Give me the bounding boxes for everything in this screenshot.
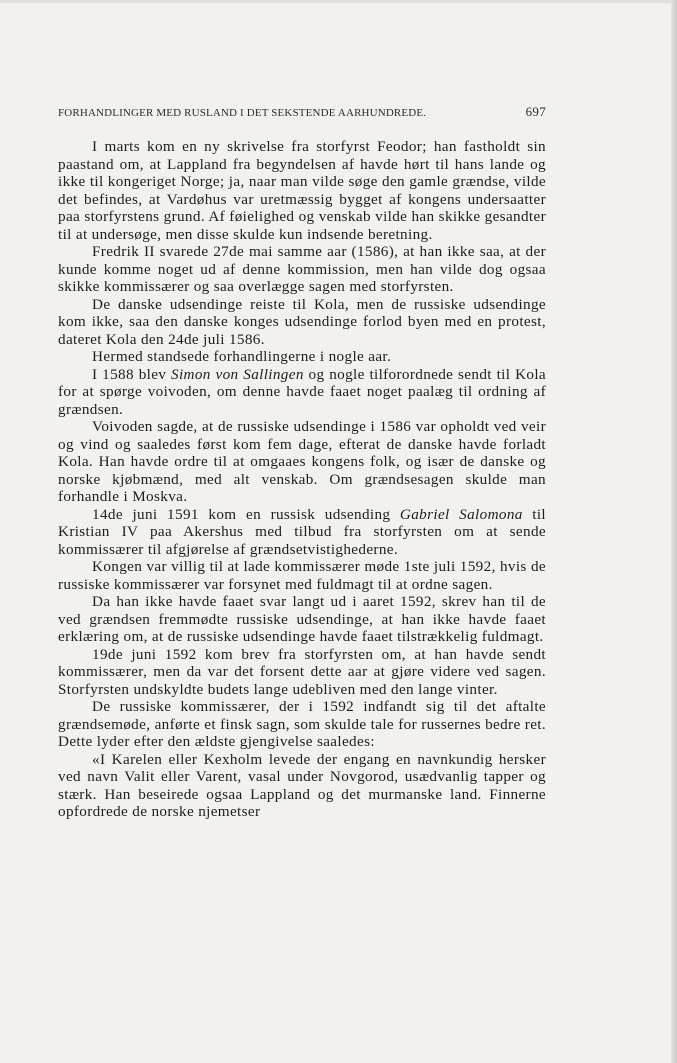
running-header bbox=[58, 104, 546, 120]
paragraph: Hermed standsede forhandlingerne i nogle aar. bbox=[92, 348, 392, 365]
page-right-edge bbox=[671, 0, 677, 1063]
body-text bbox=[58, 138, 546, 821]
running-title: FORHANDLINGER MED RUSLAND I DET SEKSTENDE AARHUNDREDE. bbox=[58, 107, 427, 119]
paragraph: I marts kom en ny skrivelse fra storfyrst Feodor; han fastholdt sin paastand om, at Lappland fra begyndelsen af havde hørt til hans lande og ikke til kongeriget Norge; ja, naar man vilde søge den gamle grændse, vilde det befindes, at Vardøhus var uretmæssig bygget af kongens undersaatter paa storfyrstens grund. Af føielighed og venskab vilde han skikke gesandter til at undersøge, men disse skulde kun indsende beretning. bbox=[58, 138, 546, 243]
person-name: Gabriel Salomona bbox=[399, 505, 523, 523]
page-top-edge bbox=[0, 0, 677, 3]
paragraph: Da han ikke havde faaet svar langt ud i aaret 1592, skrev han til de ved grændsen fremmødte russiske udsendinge, at han ikke havde faaet erklæring om, at de russiske udsendinge havde faaet tilstrækkelig fuldmagt. bbox=[58, 593, 546, 645]
paragraph: Voivoden sagde, at de russiske udsendinge i 1586 var opholdt ved veir og vind og saaledes først kom fem dage, efterat de danske havde forladt Kola. Han havde ordre til at omgaaes kongens folk, og især de danske og norske kjøbmænd, med alt venskab. Om grændsesagen skulde man forhandle i Moskva. bbox=[58, 418, 546, 505]
paragraph: Fredrik II svarede 27de mai samme aar (1586), at han ikke saa, at der kunde komme noget ud af denne kommission, men han vilde dog ogsaa skikke kommissærer og saa overlægge sagen med storfyrsten. bbox=[58, 243, 546, 295]
person-name: Simon von Sallingen bbox=[171, 365, 304, 383]
paragraph: De russiske kommissærer, der i 1592 indfandt sig til det aftalte grændsemøde, anførte et finsk sagn, som skulde tale for russernes bedre ret. Dette lyder efter den ældste gjengivelse saaledes: bbox=[58, 698, 546, 750]
paragraph: I 1588 blev Simon von Sallingen og nogle tilforordnede sendt til Kola for at spørge voivoden, om denne havde faaet noget paalæg til ordning af grændsen. bbox=[58, 365, 547, 418]
paragraph: «I Karelen eller Kexholm levede der engang en navnkundig hersker ved navn Valit eller Varent, vasal under Novgorod, usædvanlig tapper og stærk. Han beseirede ogsaa Lappland og det murmanske land. Finnerne opfordrede de norske njemetser bbox=[58, 750, 546, 820]
paragraph: 14de juni 1591 kom en russisk udsending Gabriel Salomona til Kristian IV paa Akershus med tilbud fra storfyrsten om at sende kommissærer til afgjørelse af grændsetvistighederne. bbox=[58, 505, 546, 558]
paragraph: De danske udsendinge reiste til Kola, men de russiske udsendinge kom ikke, saa den danske konges udsendinge forlod byen med en protest, dateret Kola den 24de juli 1586. bbox=[58, 295, 546, 348]
paragraph: Kongen var villig til at lade kommissærer møde 1ste juli 1592, hvis de russiske kommissærer var forsynet med fuldmagt til at ordne sagen. bbox=[58, 558, 546, 593]
page-number: 697 bbox=[525, 104, 546, 119]
paragraph: 19de juni 1592 kom brev fra storfyrsten om, at han havde sendt kommissærer, men da var det forsent dette aar at gjøre videre ved sagen. Storfyrsten undskyldte budets lange udebliven med den lange vinter. bbox=[58, 645, 546, 698]
